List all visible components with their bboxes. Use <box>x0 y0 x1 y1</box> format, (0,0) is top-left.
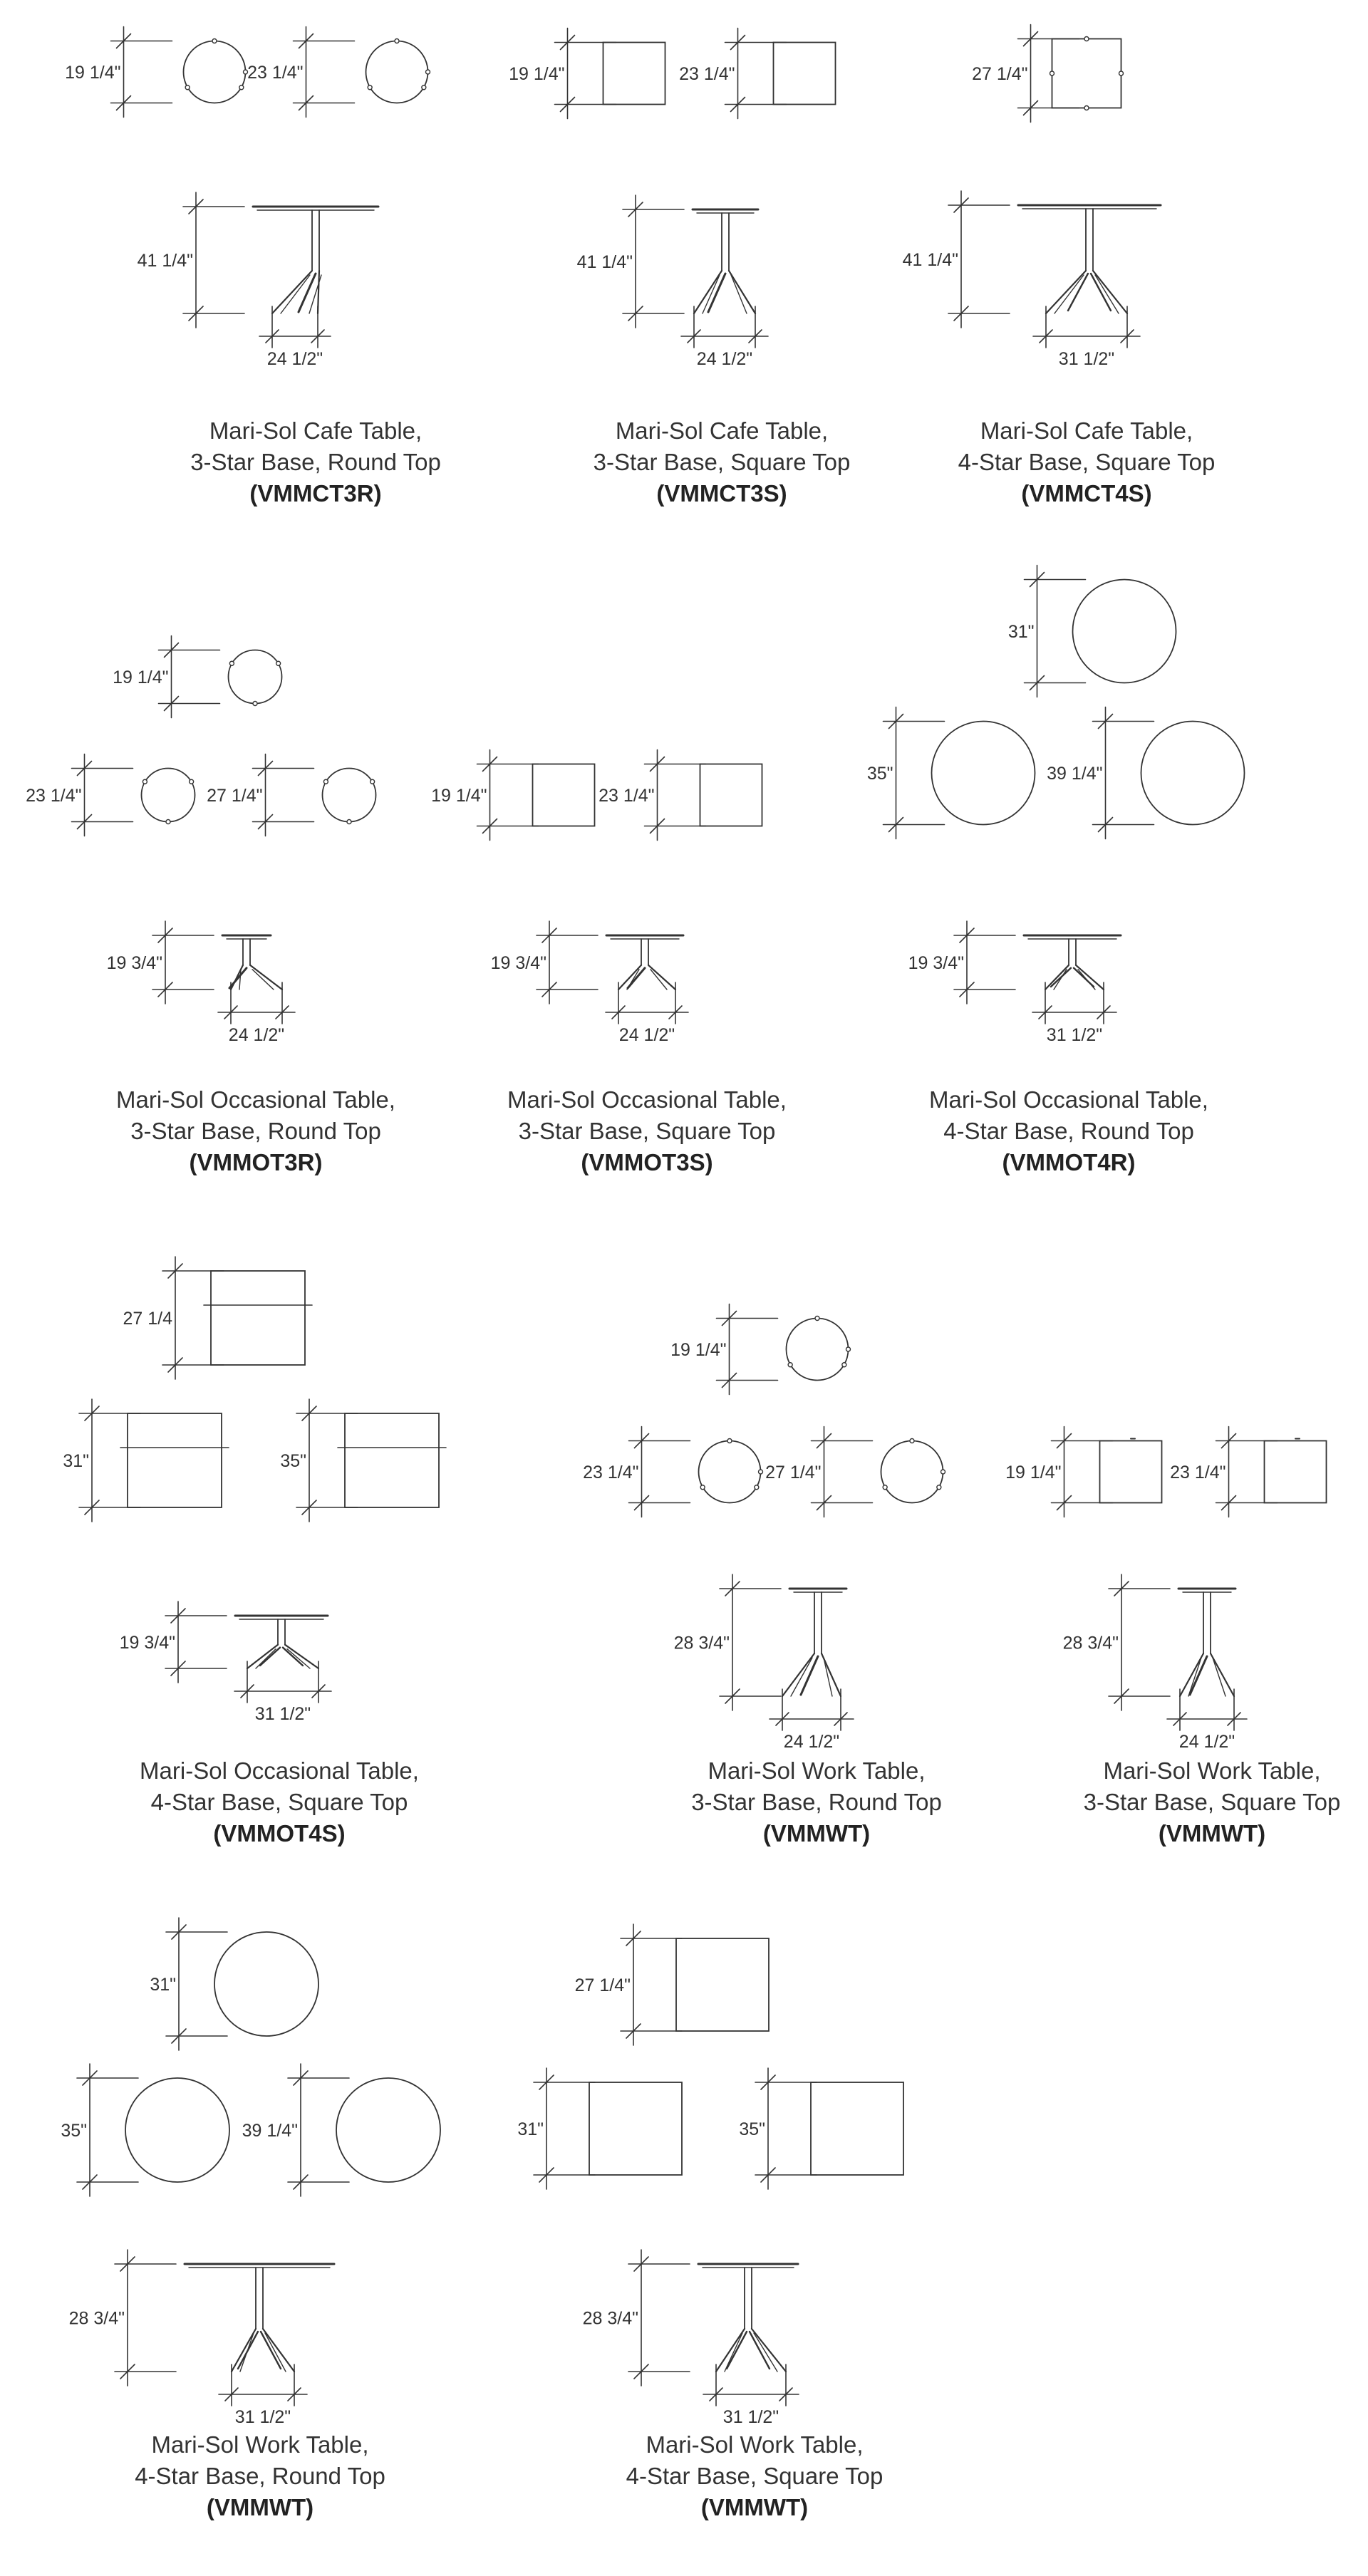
top-plan-view <box>598 750 762 841</box>
product-name-line-2: 4-Star Base, Square Top <box>958 449 1216 475</box>
dimension-label: 35" <box>61 2121 87 2141</box>
elevation-view <box>69 2250 334 2427</box>
dimension-label: 19 1/4" <box>113 668 169 687</box>
product-code: (VMMOT3S) <box>581 1149 713 1175</box>
dimension-label: 19 1/4" <box>1005 1463 1062 1482</box>
product-code: (VMMCT4S) <box>1021 480 1152 507</box>
top-plan-view <box>575 1924 769 2045</box>
dimension-label: 24 1/2" <box>228 1025 285 1045</box>
dimension-label: 41 1/4" <box>576 252 633 272</box>
product-name-line-2: 3-Star Base, Round Top <box>691 1789 942 1815</box>
top-plan-view <box>509 28 665 119</box>
product-code: (VMMWT) <box>700 2494 809 2520</box>
product-code: (VMMWT) <box>762 1820 871 1847</box>
top-plan-view <box>739 2068 903 2189</box>
elevation-view <box>120 1601 331 1724</box>
dimension-label: 27 1/4 <box>123 1309 172 1329</box>
dimension-label: 19 1/4" <box>509 64 565 84</box>
product-code: (VMMCT3S) <box>656 480 787 507</box>
dimension-label: 39 1/4" <box>242 2121 298 2141</box>
product-caption <box>508 415 936 509</box>
product-name-line-1: Mari-Sol Work Table, <box>1103 1757 1321 1784</box>
dimension-label: 27 1/4" <box>972 64 1028 84</box>
dimension-label: 19 3/4" <box>119 1633 175 1653</box>
top-plan-view <box>26 754 195 836</box>
dimension-label: 24 1/2" <box>266 349 323 369</box>
dimension-label: 41 1/4" <box>137 251 193 271</box>
elevation-view <box>674 1574 854 1752</box>
product-name-line-2: 3-Star Base, Square Top <box>593 449 851 475</box>
top-plan-view <box>123 1257 312 1379</box>
product-name-line-1: Mari-Sol Work Table, <box>646 2431 864 2458</box>
product-name-line-2: 4-Star Base, Round Top <box>135 2463 385 2489</box>
product-caption <box>873 415 1300 509</box>
elevation-view <box>583 2250 799 2427</box>
product-caption <box>433 1084 861 1178</box>
product-code: (VMMOT4S) <box>213 1820 346 1847</box>
top-plan-view <box>280 1399 446 1522</box>
dimension-label: 19 1/4" <box>431 786 487 806</box>
product-name-line-1: Mari-Sol Occasional Table, <box>116 1086 395 1113</box>
dimension-label: 27 1/4" <box>574 1975 631 1995</box>
dimension-label: 31" <box>63 1451 89 1471</box>
product-code: (VMMOT3R) <box>189 1149 323 1175</box>
dimension-label: 35" <box>280 1451 306 1471</box>
dimension-label: 35" <box>866 764 893 784</box>
top-plan-view <box>1047 707 1244 839</box>
elevation-view <box>138 192 378 369</box>
dimension-label: 23 1/4" <box>26 786 82 806</box>
top-plan-view <box>765 1427 945 1517</box>
product-name-line-1: Mari-Sol Cafe Table, <box>209 417 423 444</box>
dimension-label: 27 1/4" <box>207 786 263 806</box>
product-code: (VMMWT) <box>206 2494 314 2520</box>
top-plan-view <box>517 2068 682 2189</box>
dimension-label: 27 1/4" <box>765 1463 822 1482</box>
dimension-label: 24 1/2" <box>1178 1732 1235 1752</box>
product-caption <box>541 2429 968 2523</box>
top-plan-view <box>207 754 375 836</box>
dimension-label: 23 1/4" <box>583 1463 639 1482</box>
top-plan-view <box>670 1304 850 1395</box>
product-name-line-2: 3-Star Base, Round Top <box>130 1118 381 1144</box>
product-name-line-2: 3-Star Base, Round Top <box>190 449 441 475</box>
top-plan-view <box>583 1427 762 1517</box>
product-caption <box>102 415 529 509</box>
product-name-line-1: Mari-Sol Work Table, <box>151 2431 369 2458</box>
dimension-label: 31 1/2" <box>254 1704 311 1724</box>
product-name-line-1: Mari-Sol Occasional Table, <box>507 1086 787 1113</box>
dimension-label: 19 1/4" <box>65 63 121 83</box>
dimension-label: 28 3/4" <box>1062 1633 1119 1653</box>
dimension-label: 28 3/4" <box>673 1633 730 1653</box>
top-plan-view <box>1008 566 1176 697</box>
product-caption <box>855 1084 1282 1178</box>
product-name-line-1: Mari-Sol Cafe Table, <box>980 417 1193 444</box>
product-caption <box>998 1755 1368 1849</box>
top-plan-view <box>972 25 1123 123</box>
product-caption <box>66 1755 493 1849</box>
top-plan-view <box>242 2064 440 2196</box>
dimension-label: 23 1/4" <box>1170 1463 1226 1482</box>
top-plan-view <box>1005 1427 1161 1517</box>
dimension-label: 31 1/2" <box>1058 349 1115 369</box>
top-plan-view <box>247 27 430 118</box>
dimension-label: 23 1/4" <box>679 64 735 84</box>
elevation-view <box>491 921 688 1045</box>
dimension-label: 24 1/2" <box>618 1025 675 1045</box>
product-name-line-1: Mari-Sol Work Table, <box>708 1757 926 1784</box>
elevation-view <box>1063 1574 1247 1752</box>
dimension-label: 31" <box>1007 622 1035 642</box>
top-plan-view <box>150 1918 318 2050</box>
dimension-label: 35" <box>739 2119 765 2139</box>
product-name-line-2: 3-Star Base, Square Top <box>518 1118 776 1144</box>
elevation-view <box>903 191 1161 369</box>
dimension-label: 31" <box>150 1975 176 1995</box>
top-plan-view <box>431 750 594 841</box>
product-caption <box>46 2429 474 2523</box>
product-name-line-2: 3-Star Base, Square Top <box>1083 1789 1341 1815</box>
elevation-view <box>577 195 768 369</box>
dimension-label: 23 1/4" <box>247 63 304 83</box>
product-code: (VMMOT4R) <box>1002 1149 1136 1175</box>
product-name-line-1: Mari-Sol Occasional Table, <box>140 1757 419 1784</box>
dimension-label: 31 1/2" <box>1046 1025 1103 1045</box>
top-plan-view <box>113 636 281 718</box>
dimension-label: 39 1/4" <box>1047 764 1103 784</box>
dimension-label: 19 3/4" <box>490 953 546 973</box>
product-name-line-2: 4-Star Base, Square Top <box>626 2463 884 2489</box>
top-plan-view <box>679 28 835 119</box>
dimension-label: 19 3/4" <box>908 953 964 973</box>
dimension-label: 19 1/4" <box>670 1340 727 1360</box>
dimension-label: 41 1/4" <box>902 250 958 270</box>
product-code: (VMMWT) <box>1158 1820 1266 1847</box>
product-name-line-2: 4-Star Base, Round Top <box>943 1118 1194 1144</box>
product-name-line-2: 4-Star Base, Square Top <box>150 1789 408 1815</box>
product-caption <box>603 1755 1030 1849</box>
dimension-label: 19 3/4" <box>106 953 162 973</box>
product-caption <box>42 1084 470 1178</box>
top-plan-view <box>63 1399 229 1522</box>
top-plan-view <box>867 707 1035 839</box>
top-plan-view <box>65 27 247 118</box>
dimension-label: 31" <box>517 2119 544 2139</box>
dimension-label: 28 3/4" <box>68 2308 125 2329</box>
dimension-label: 31 1/2" <box>234 2407 291 2427</box>
dimension-label: 24 1/2" <box>783 1732 840 1752</box>
dimension-label: 28 3/4" <box>582 2308 638 2329</box>
dimension-label: 23 1/4" <box>598 786 655 806</box>
dimension-label: 24 1/2" <box>696 349 753 369</box>
product-name-line-1: Mari-Sol Occasional Table, <box>929 1086 1208 1113</box>
elevation-view <box>908 921 1121 1045</box>
top-plan-view <box>1170 1427 1326 1517</box>
top-plan-view <box>61 2064 229 2196</box>
elevation-view <box>107 921 295 1045</box>
dimension-label: 31 1/2" <box>722 2407 779 2427</box>
product-name-line-1: Mari-Sol Cafe Table, <box>615 417 829 444</box>
product-code: (VMMCT3R) <box>249 480 382 507</box>
